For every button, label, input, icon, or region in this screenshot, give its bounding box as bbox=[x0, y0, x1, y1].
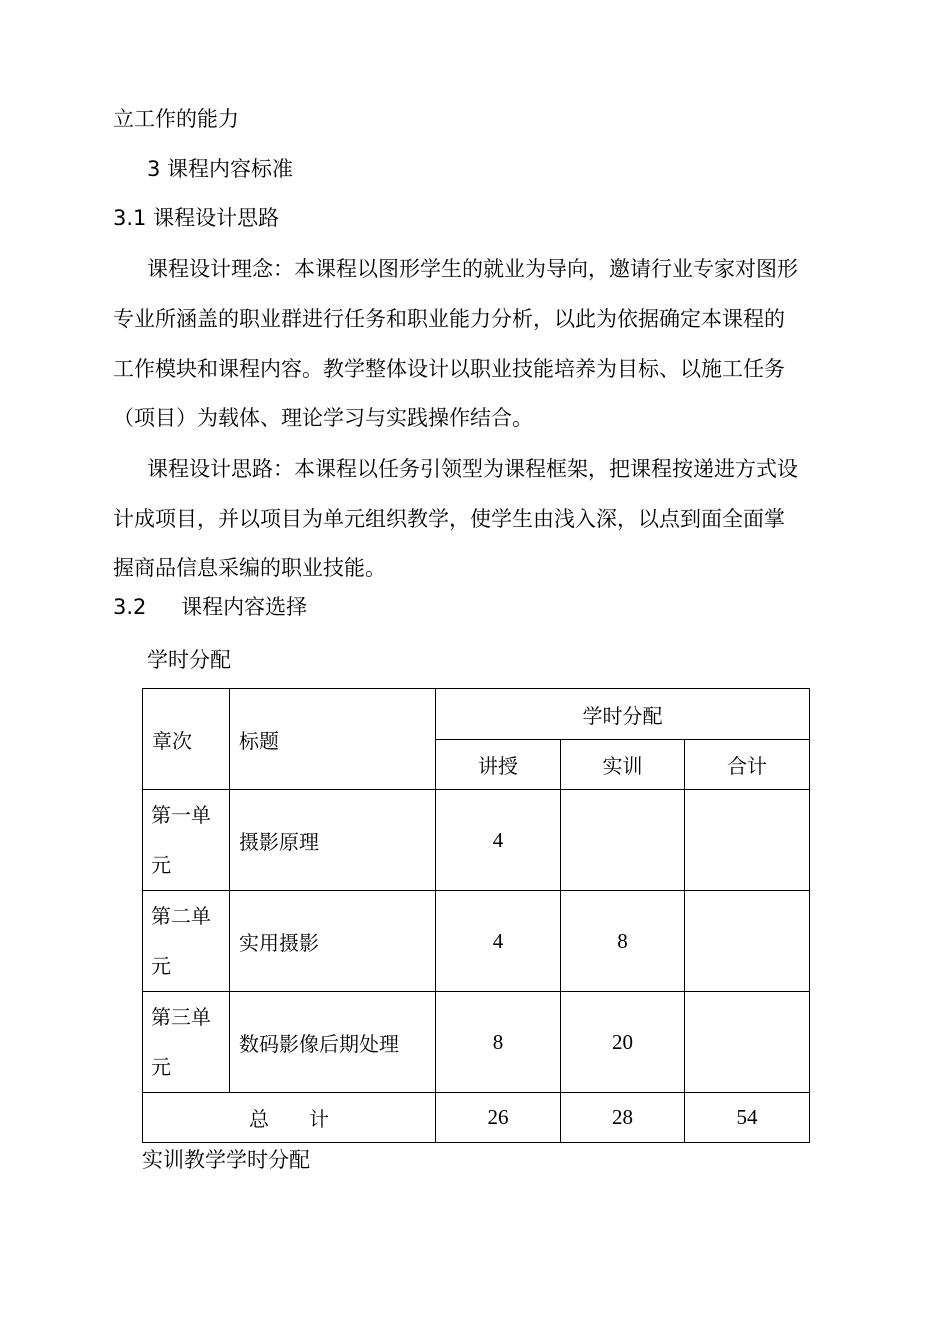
sum-practice: 28 bbox=[561, 1093, 685, 1143]
practice-cell bbox=[561, 790, 685, 891]
header-chapter: 章次 bbox=[143, 689, 230, 790]
section-3-2-title: 课程内容选择 bbox=[181, 595, 308, 619]
header-hours: 学时分配 bbox=[436, 689, 810, 740]
paragraph-line: 专业所涵盖的职业群进行任务和职业能力分析，以此为依据确定本课程的 bbox=[113, 307, 785, 331]
section-3-heading: 3 课程内容标准 bbox=[147, 157, 294, 181]
paragraph-line: （项目）为载体、理论学习与实践操作结合。 bbox=[113, 406, 533, 430]
table-row bbox=[143, 790, 810, 891]
header-total: 合计 bbox=[685, 740, 810, 790]
sum-lecture: 26 bbox=[436, 1093, 561, 1143]
sum-row bbox=[143, 1093, 810, 1143]
continuation-text: 立工作的能力 bbox=[113, 107, 239, 131]
paragraph-line: 工作模块和课程内容。教学整体设计以职业技能培养为目标、以施工任务 bbox=[113, 357, 785, 381]
table-caption: 学时分配 bbox=[147, 648, 231, 672]
sum-total: 54 bbox=[685, 1093, 810, 1143]
lecture-cell: 4 bbox=[436, 790, 561, 891]
hours-table bbox=[142, 688, 810, 1143]
unit-cell: 第三单 元 bbox=[143, 992, 230, 1093]
total-cell bbox=[685, 891, 810, 992]
total-cell bbox=[685, 992, 810, 1093]
table-row bbox=[143, 992, 810, 1093]
header-practice: 实训 bbox=[561, 740, 685, 790]
unit-cell: 第二单 元 bbox=[143, 891, 230, 992]
unit-cell: 第一单 元 bbox=[143, 790, 230, 891]
paragraph-line: 握商品信息采编的职业技能。 bbox=[113, 556, 386, 580]
lecture-cell: 4 bbox=[436, 891, 561, 992]
paragraph-line: 课程设计理念：本课程以图形学生的就业为导向，邀请行业专家对图形 bbox=[147, 257, 798, 281]
header-lecture: 讲授 bbox=[436, 740, 561, 790]
lecture-cell: 8 bbox=[436, 992, 561, 1093]
section-3-2-heading bbox=[113, 593, 307, 621]
title-cell: 摄影原理 bbox=[230, 790, 436, 891]
sum-label: 总 计 bbox=[143, 1093, 436, 1143]
total-cell bbox=[685, 790, 810, 891]
header-title: 标题 bbox=[230, 689, 436, 790]
practice-cell: 8 bbox=[561, 891, 685, 992]
section-3-1-heading: 3.1 课程设计思路 bbox=[113, 206, 280, 230]
paragraph-line: 课程设计思路：本课程以任务引领型为课程框架，把课程按递进方式设 bbox=[147, 457, 798, 481]
title-cell: 数码影像后期处理 bbox=[230, 992, 436, 1093]
paragraph-line: 计成项目，并以项目为单元组织教学，使学生由浅入深，以点到面全面掌 bbox=[113, 507, 785, 531]
table-row bbox=[143, 891, 810, 992]
title-cell: 实用摄影 bbox=[230, 891, 436, 992]
practice-cell: 20 bbox=[561, 992, 685, 1093]
practice-hours-caption: 实训教学学时分配 bbox=[142, 1148, 310, 1172]
section-3-2-number: 3.2 bbox=[113, 595, 147, 619]
